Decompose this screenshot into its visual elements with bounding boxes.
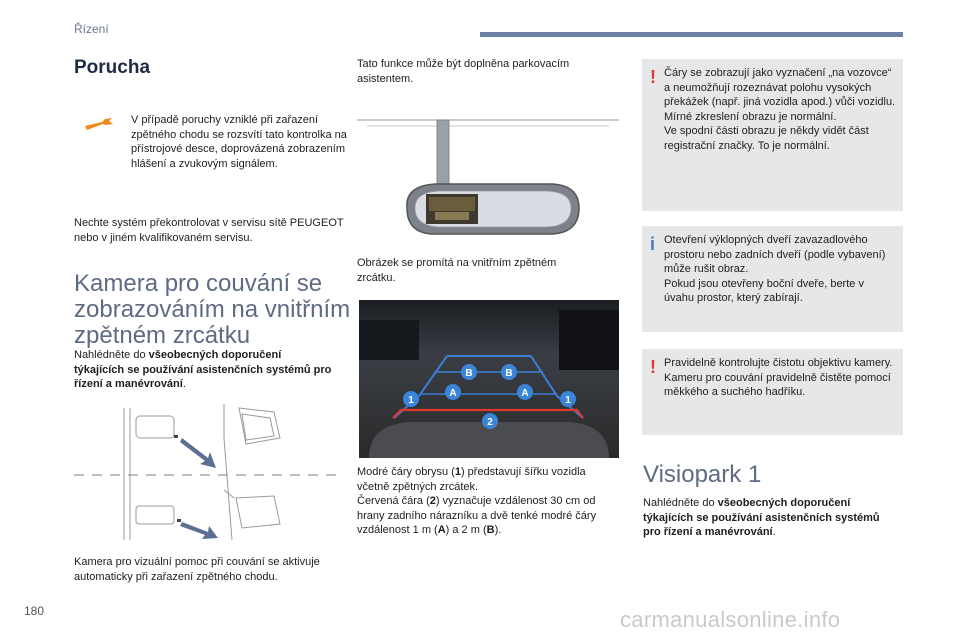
refer-suffix: . bbox=[182, 378, 186, 391]
service-text: Nechte systém překontrolovat v servisu sítě PEUGEOT nebo v jiném kvalifikovaném servisu. bbox=[74, 217, 344, 244]
refer-bold: všeobecných doporučení týkajících se používání asistenčních systémů pro řízení a manévrování bbox=[74, 349, 332, 391]
warning-text-cleaning: Pravidelně kontrolujte čistotu objektivu kamery. Kameru pro couvání pravidelně čistěte pomocí měkkého a suchého hadříku. bbox=[664, 357, 893, 399]
rearview-mirror-illustration bbox=[357, 108, 619, 243]
exclamation-icon: ! bbox=[650, 357, 656, 377]
section-title: Řízení bbox=[74, 22, 109, 36]
legend-part: ) vyznačuje vzdálenost 30 cm od hrany zadního nárazníku a dvě tenké modré čáry vzdálenost 1 m ( bbox=[357, 495, 597, 537]
label-b-left: B bbox=[465, 368, 473, 379]
refer-bold: všeobecných doporučení týkajících se používání asistenčních systémů pro řízení a manévrování bbox=[643, 497, 880, 539]
label-a-right: A bbox=[521, 388, 529, 399]
warning-text-lines: Čáry se zobrazují jako vyznačení „na vozovce“ a neumožňují rozeznávat polohu vysokých překážek (např. jiná vozidla apod.) vůči vozidlu. Mírné zkreslení obrazu je normální. Ve spodní části obrazu je někdy vidět část registrační značky. To je normální. bbox=[664, 67, 896, 152]
legend-ref-b: B bbox=[486, 524, 495, 537]
legend-part: ) a 2 m ( bbox=[445, 524, 487, 537]
watermark: carmanualsonline.info bbox=[620, 607, 841, 632]
label-1-left: 1 bbox=[408, 395, 414, 406]
info-box-doors bbox=[642, 226, 903, 332]
fault-text: V případě poruchy vzniklé při zařazení zpětného chodu se rozsvítí tato kontrolka na přístrojové desce, doprovázená zobrazením hlášení a zvukovým signálem. bbox=[131, 114, 347, 170]
legend-part: ). bbox=[494, 524, 502, 537]
visiopark-heading: Visiopark 1 bbox=[643, 461, 762, 488]
fault-heading: Porucha bbox=[74, 57, 151, 78]
refer-text-left bbox=[74, 348, 334, 392]
warning-box-lines bbox=[642, 59, 903, 211]
mirror-caption: Obrázek se promítá na vnitřním zpětném zrcátku. bbox=[357, 257, 557, 284]
info-icon: i bbox=[650, 234, 656, 254]
legend-part: Modré čáry obrysu ( bbox=[357, 466, 455, 478]
wrench-icon bbox=[82, 117, 116, 131]
legend-ref-1: 1 bbox=[454, 466, 461, 478]
legend-ref-a: A bbox=[437, 524, 446, 537]
warning-box-cleaning bbox=[642, 349, 903, 435]
refer-suffix: . bbox=[772, 526, 776, 539]
refer-prefix: Nahlédněte do bbox=[643, 497, 718, 509]
camera-legend bbox=[357, 465, 619, 538]
label-2: 2 bbox=[487, 417, 493, 428]
legend-part: ) představují šířku vozidla včetně zpětných zrcátek. bbox=[357, 466, 586, 493]
refer-prefix: Nahlédněte do bbox=[74, 349, 149, 361]
refer-text-right bbox=[643, 496, 893, 540]
camera-view-illustration bbox=[359, 300, 619, 458]
exclamation-icon: ! bbox=[650, 67, 656, 87]
legend-ref-2: 2 bbox=[429, 495, 436, 508]
legend-part: Červená čára ( bbox=[357, 495, 430, 508]
camera-heading: Kamera pro couvání se zobrazováním na vnitřním zpětném zrcátku bbox=[74, 270, 351, 349]
label-b-right: B bbox=[505, 368, 513, 379]
info-text-doors: Otevření výklopných dveří zavazadlového prostoru nebo zadních dveří (podle vybavení) může rušit obraz. Pokud jsou otevřeny boční dveře, berte v úvahu prostor, který zabírají. bbox=[664, 234, 886, 305]
van-rear-illustration bbox=[74, 398, 336, 546]
page-number: 180 bbox=[24, 604, 45, 618]
label-a-left: A bbox=[449, 388, 457, 399]
parking-assist-text: Tato funkce může být doplněna parkovacím asistentem. bbox=[357, 58, 570, 85]
label-1-right: 1 bbox=[565, 395, 571, 406]
activation-text: Kamera pro vizuální pomoc při couvání se aktivuje automaticky při zařazení zpětného chodu. bbox=[74, 556, 320, 583]
header-rule bbox=[480, 32, 903, 37]
